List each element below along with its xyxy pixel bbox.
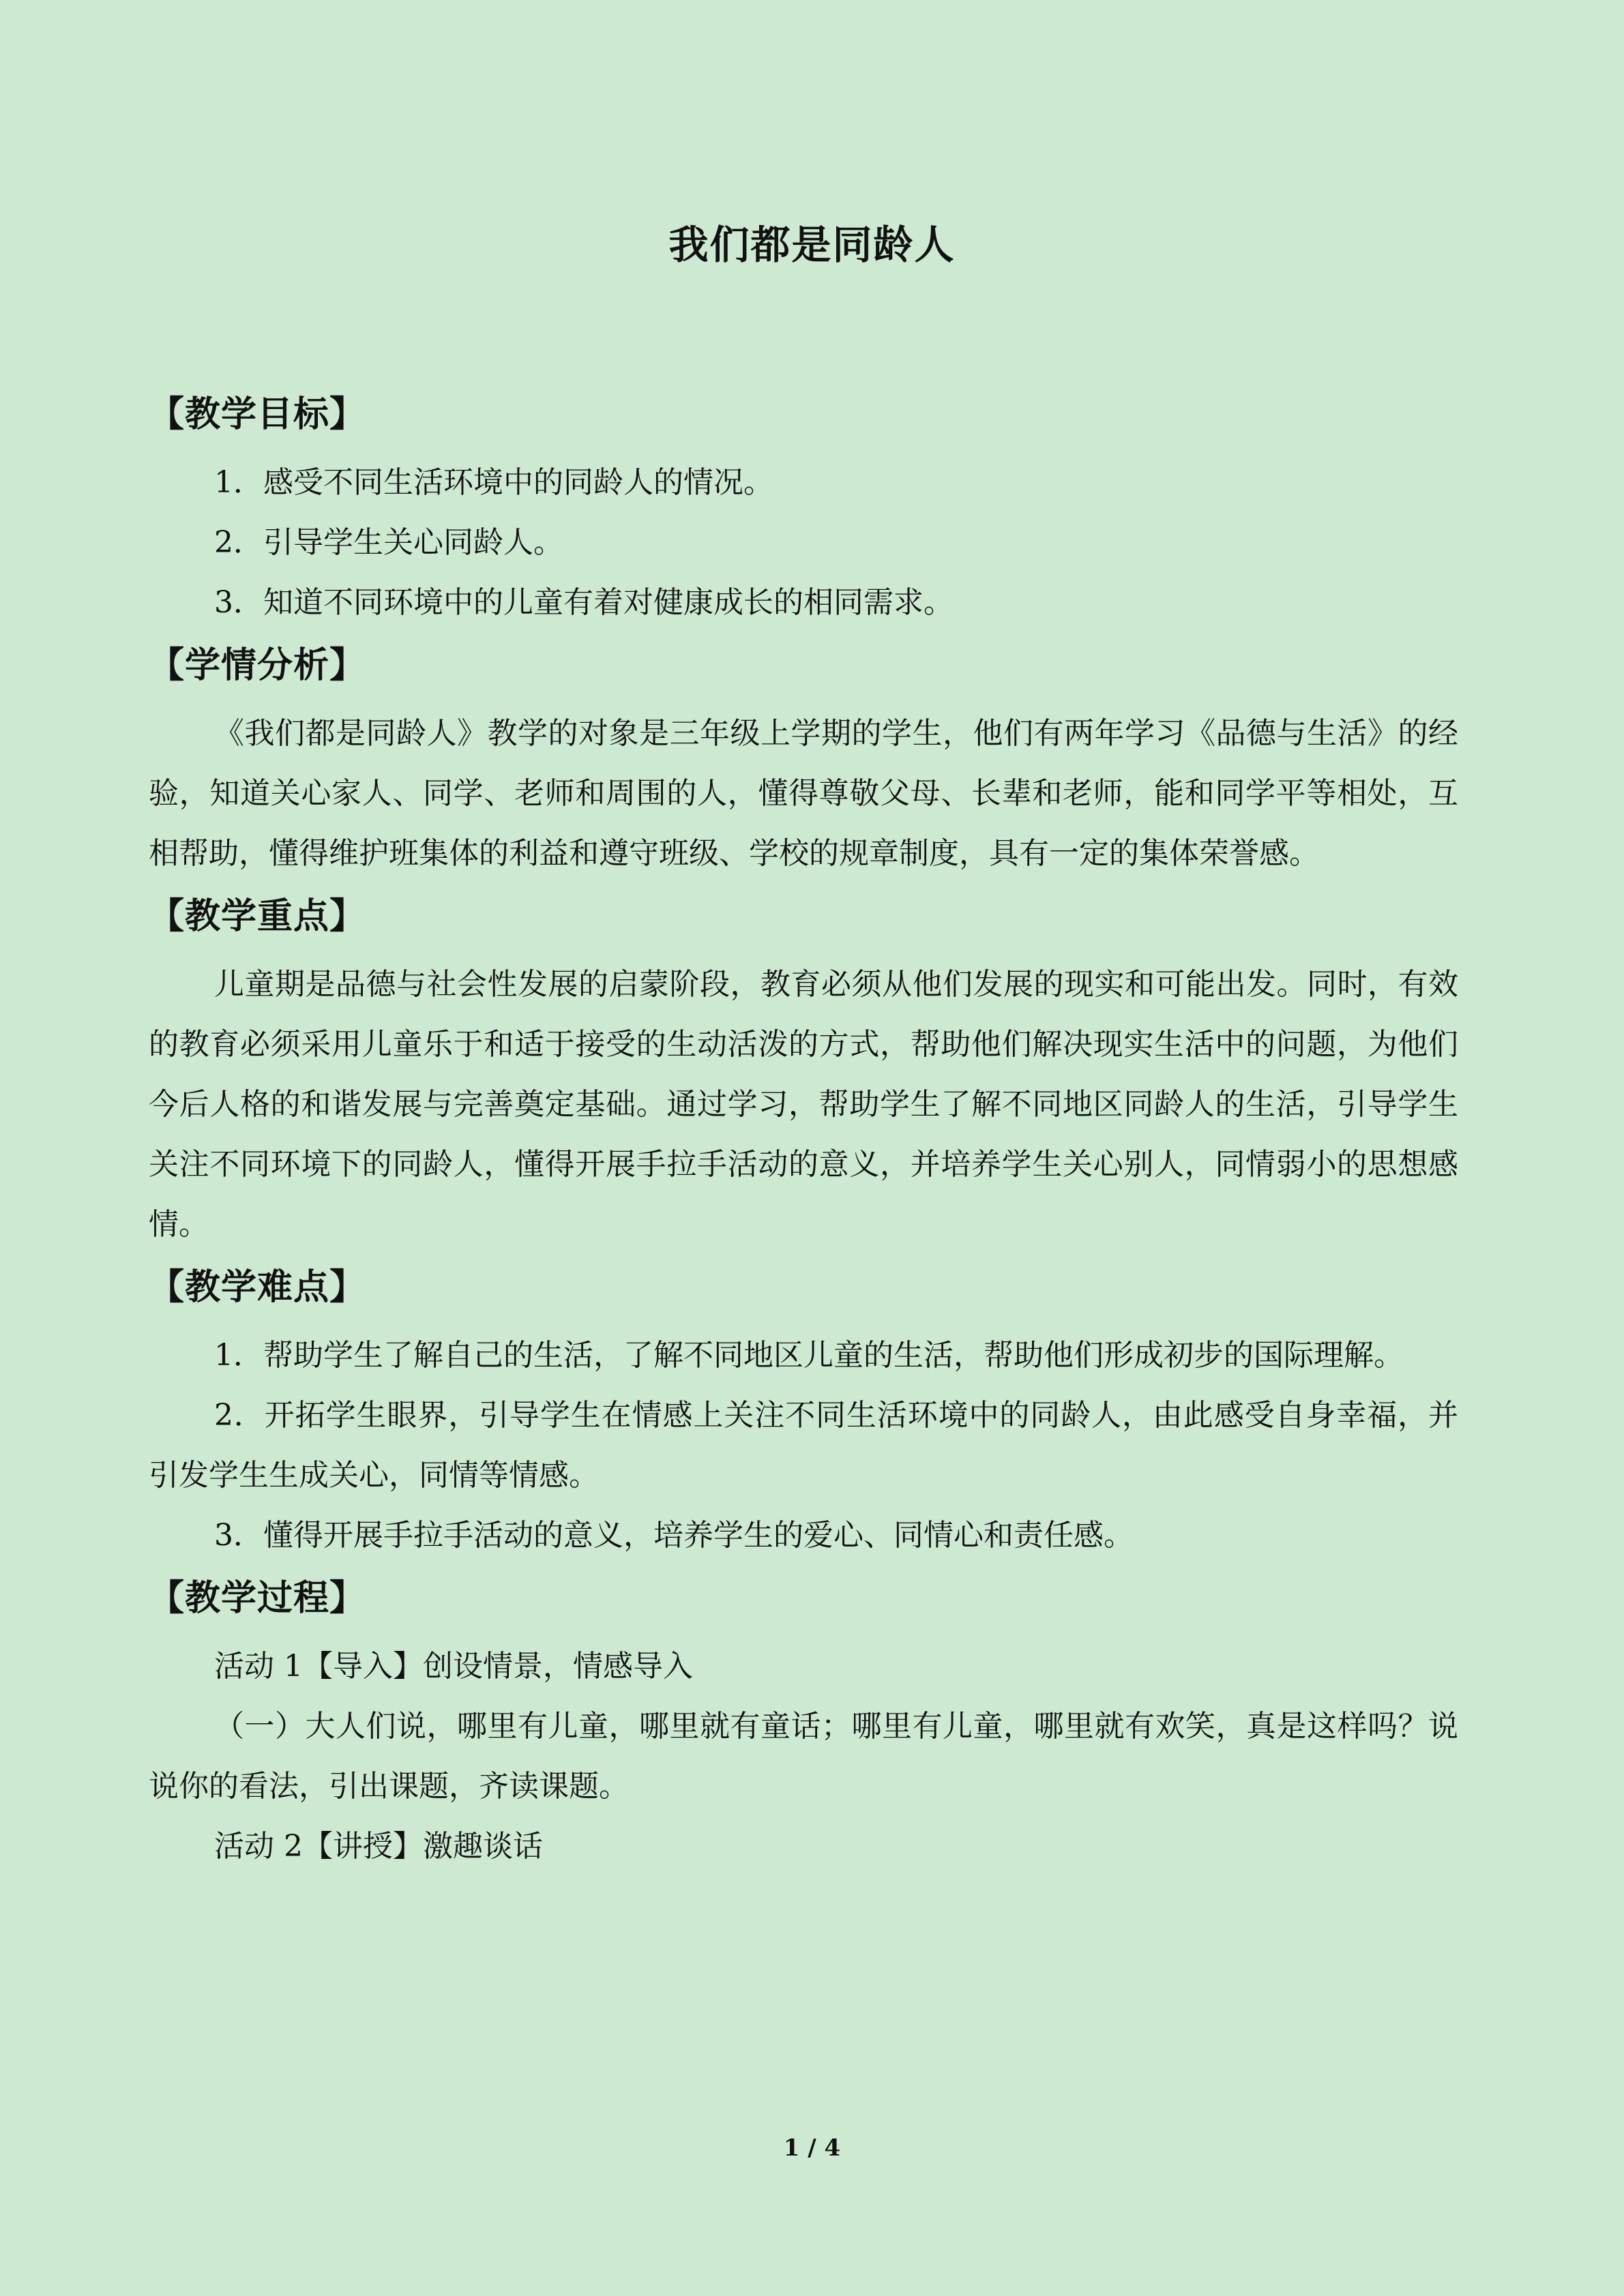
section-heading-analysis: 【学情分析】 — [149, 645, 366, 686]
process-line-1: 活动 1【导入】创设情景，情感导入 — [214, 1649, 693, 1684]
difficulty-item-1: 1．帮助学生了解自己的生活，了解不同地区儿童的生活，帮助他们形成初步的国际理解。 — [214, 1338, 1404, 1373]
section-heading-process: 【教学过程】 — [149, 1578, 366, 1619]
objective-item-3: 3．知道不同环境中的儿童有着对健康成长的相同需求。 — [214, 585, 954, 620]
section-process — [149, 1566, 1458, 1877]
section-heading-key-points: 【教学重点】 — [149, 896, 366, 937]
section-objectives — [149, 382, 1458, 633]
document-title: 我们都是同龄人 — [668, 222, 956, 268]
page-number: 1 / 4 — [783, 2134, 841, 2162]
section-heading-objectives: 【教学目标】 — [149, 394, 366, 435]
objective-item-1: 1．感受不同生活环境中的同龄人的情况。 — [214, 465, 773, 500]
process-line-3: 活动 2【讲授】激趣谈话 — [214, 1829, 543, 1864]
section-key-points — [149, 884, 1458, 1255]
key-points-paragraph: 儿童期是品德与社会性发展的启蒙阶段，教育必须从他们发展的现实和可能出发。同时，有效的教育必须采用儿童乐于和适于接受的生动活泼的方式，帮助他们解决现实生活中的问题，为他们今后人格的和谐发展与完善奠定基础。通过学习，帮助学生了解不同地区同龄人的生活，引导学生关注不同环境下的同龄人，懂得开展手拉手活动的意义，并培养学生关心别人，同情弱小的思想感情。 — [149, 967, 1458, 1242]
section-analysis — [149, 633, 1458, 884]
difficulty-item-3: 3．懂得开展手拉手活动的意义，培养学生的爱心、同情心和责任感。 — [214, 1518, 1134, 1553]
document-body — [149, 382, 1458, 1877]
section-difficulties — [149, 1255, 1458, 1566]
process-line-2: （一）大人们说，哪里有儿童，哪里就有童话；哪里有儿童，哪里就有欢笑，真是这样吗？说说你的看法，引出课题，齐读课题。 — [149, 1709, 1458, 1804]
objective-item-2: 2．引导学生关心同龄人。 — [214, 525, 563, 560]
analysis-paragraph: 《我们都是同龄人》教学的对象是三年级上学期的学生，他们有两年学习《品德与生活》的经验，知道关心家人、同学、老师和周围的人，懂得尊敬父母、长辈和老师，能和同学平等相处，互相帮助，懂得维护班集体的利益和遵守班级、学校的规章制度，具有一定的集体荣誉感。 — [149, 716, 1458, 871]
difficulty-item-2: 2．开拓学生眼界，引导学生在情感上关注不同生活环境中的同龄人，由此感受自身幸福，并引发学生生成关心，同情等情感。 — [149, 1398, 1458, 1493]
section-heading-difficulties: 【教学难点】 — [149, 1267, 366, 1308]
